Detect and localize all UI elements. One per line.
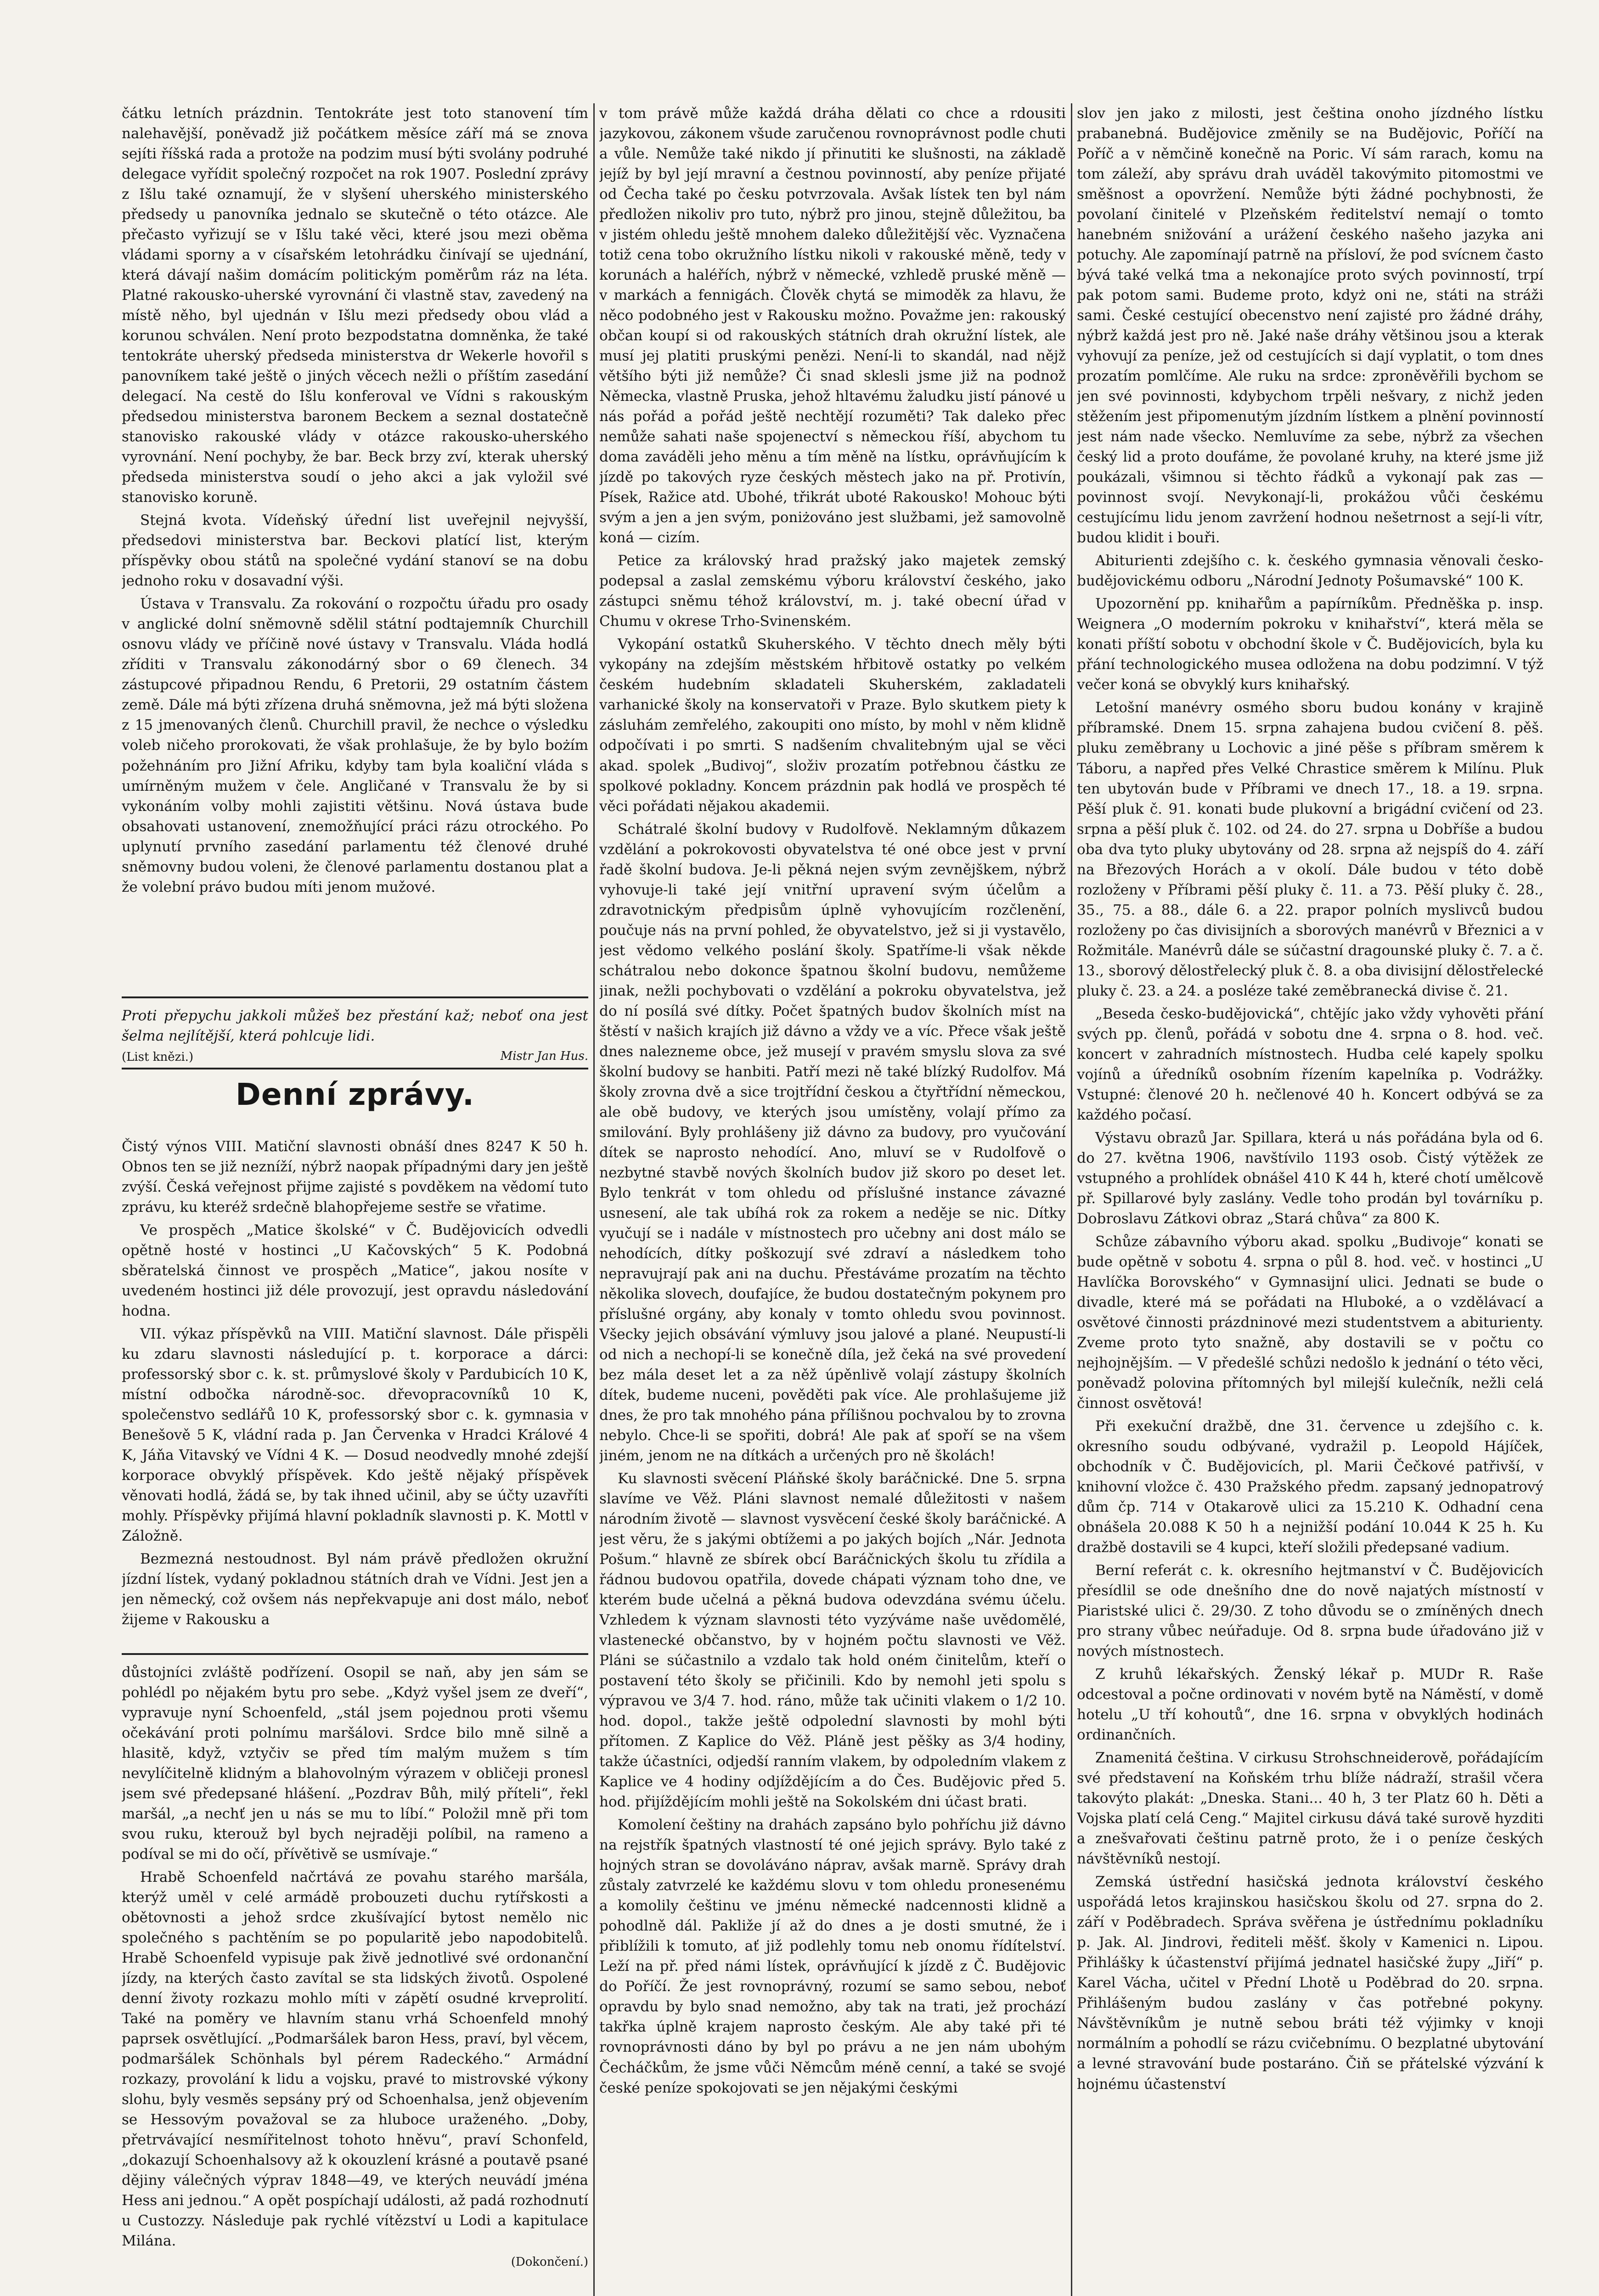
article-paragraph: slov jen jako z milosti, jest čeština onoho jízdného lístku prabanebná. Budějovice změnily se na Budějovic, Poříčí na Poříč a v němčině konečně na Poric. Ví sám rarach, komu na tom záleží, aby správu drah uváděl takovýmito pitomostmi ve směšnost a opovržení. Nemůže býti žádné pochybnosti, že povolaní činitelé v Plzeňském ředitelství nemají o tomto hanebném snižování a urážení českého našeho jazyka ani potuchy. Ale zapomínají patrně na přísloví, že pod svícnem často bývá také velká tma a nekonajíce proto svých povinností, trpí pak potom sami. Budeme proto, kdyż oni ne, státi na stráži sami. České cestující obecenstvo není zajisté pro žádné dráhy, nýbrž každá jest pro ně. Jaké naše dráhy většinou jsou a kterak vyhovují za peníze, jež od cestujících si dají vyplatit, o tom dnes prozatím pomlčíme. Ale ruku na srdce: zproněvěřili bychom se jen své povinnosti, kdybychom trpěli nešvary, z nichž jeden stěžením jest připomenutým jízdním lístkem a plnění povinností jest nám nade všecko. Nemluvíme za sebe, nýbrž za všechen český lid a proto doufáme, že povolané kruhy, na které jsme již poukázali, všimnou si těchto řádků a vykonají pak zas — povinnost svojí. Nevykonají-li, prokážou vůči českému cestujícímu lidu jenom zavržení hodnou nešetrnost a sejí-li vítr, budou klidit i bouři. xyxy=(1077,105,1543,546)
article-paragraph: Petice za královský hrad pražský jako majetek zemský podepsal a zaslal zemskému výboru království českého, jako zástupci sněmu téhož království, m. j. také obecní úřad v Chumu v okrese Trho-Svinenském. xyxy=(599,552,1066,630)
motto-block xyxy=(122,1006,588,1065)
motto-source: (List knězi.) xyxy=(122,1050,194,1064)
article-paragraph: v tom právě může každá dráha dělati co chce a rdousiti jazykovou, zákonem všude zaručenou rovnoprávnost podle chuti a vůle. Nemůže také nikdo jí přinutiti ke slušnosti, na základě jejíž by byl její mravní a čestnou povinností, aby peníze přijaté od Čecha také po česku potvrzovala. Avšak lístek ten byl nám předložen nikoliv pro tuto, nýbrž pro jinou, stejně důležitou, ba v jistém ohledu ještě mnohem daleko důležitější věc. Vyznačena totiž cena tobo okružního lístku nikoli v rakouské měně, tedy v korunách a haléřích, nýbrž v německé, vzhledě pruské měně — v markách a fennigách. Člověk chytá se mimoděk za hlavu, že něco podobného jest v Rakousku možno. Považme jen: rakouský občan koupí si od rakouských státních drah okružní lístek, ale musí jej platiti pruskými penězi. Není-li to skandál, nad nějž většího býti již nemůže? Či snad sklesli jsme již na podnož Německa, vlastně Pruska, jehož hltavému žaludku jistí pánové u nás pořád a pořád ještě nechtějí rozuměti? Tak daleko přec nemůže sahati naše spojenectví s německou říší, abychom tu doma zaváděli jeho měnu a tím měně na lístku, oprávňujícím k jízdě po takových ryze českých městech jako na př. Protivín, Písek, Ražice atd. Ubohé, třikrát uboté Rakousko! Mohouc býti svým a jen a jen svým, poniżováno jest službami, jež samovolně koná — cizím. xyxy=(599,105,1066,546)
article-paragraph: VII. výkaz příspěvků na VIII. Matiční slavnost. Dále přispěli ku zdaru slavnosti následující p. t. korporace a dárci: professorský sbor c. k. st. průmyslové školy v Pardubicích 10 K, místní odbočka národně-soc. dřevopracovníků 10 K, společenstvo sedlářů 10 K, professorský sbor c. k. gymnasia v Benešově 5 K, vládní rada p. Jan Červenka v Hradci Králové 4 K, Jáňa Vitavský ve Vídni 4 K. — Dosud neodvedly mnohé zdejší korporace obvyklý příspěvek. Kdo ještě nějaký příspěvek věnovati hodlá, žádá se, by tak ihned učinil, aby se účty uzavříti mohly. Příspěvky přijímá hlavní pokladník slavnosti p. K. Mottl v Záložně. xyxy=(122,1326,588,1545)
column-2 xyxy=(599,103,1066,2296)
article-paragraph: Letošní manévry osmého sboru budou konány v krajině příbramské. Dnem 15. srpna zahajena budou cvičení 8. pěš. pluku zeměbrany u Lochovic a jiné pěše s příbram směrem k Táboru, a napřed přes Velké Chrastice směrem k Milínu. Pluk ten ubytován bude v Příbrami ve dnech 17., 18. a 19. srpna. Pěší pluk č. 91. konati bude plukovní a brigádní cvičení od 23. srpna a pěší pluk č. 102. od 24. do 27. srpna u Dobříše a budou oba dva tyto pluky ubytovány od 28. srpna až nejspíš do 4. září na Březových Horách a v okolí. Dále budou v této době rozloženy v Příbrami pěší pluky č. 11. a 73. Pěší pluky č. 28., 35., 75. a 88., dále 6. a 22. prapor polních myslivců budou rozloženy po čas divisijních a sborových manévrů v Březnici a v Rožmitále. Manévrů dále se súčastní dragounské pluky č. 7. a č. 13., sborový dělostřelecký pluk č. 8. a oba divisijní dělostřelecké pluky č. 23. a 24. a posléze také zeměbranecká divise č. 21. xyxy=(1077,699,1543,999)
article-paragraph: Schátralé školní budovy v Rudolfově. Neklamným důkazem vzdělání a pokrokovosti obyvatelstva té oné obce jest v první řadě školní budova. Je-li pěkná nejen svým zevnějškem, nýbrž vyhovuje-li také její vnitřní upravení svým účelům a zdravotnickým předpisům úplně vyhovujícím rozčlenění, poučuje nás na první pohled, že obyvatelstvo, jež si ji vystavělo, jest vědomo velkého poslání školy. Spatříme-li však někde schátralou nebo dokonce špatnou školní budovu, nemůžeme jinak, nežli pochybovati o vzdělání a pokroku obyvatelstva, jež do ní posílá své dítky. Počet špatných budov školních míst na štěstí v našich krajích již dávno a vždy ve a víc. Přece však ještě dnes nalezneme obce, jež musejí v pravém smyslu slova za své školní budovy se hanbiti. Patří mezi ně také blízký Rudolfov. Má školy zrovna dvě a sice trojtřídní českou a čtyřtřídní německou, ale obě budovy, ve kterých jsou umístěny, volají přímo za smilování. Byly prohlášeny již dávno za budovy, pro vyučování dítek se naprosto nehodící. Ano, mluví se v Rudolfově o nezbytné stavbě nových školních budov již skoro po deset let. Bylo tenkrát v tom ohledu od příslušné instance závazné usnesení, ale tak ubíhá rok za rokem a neděje se nic. Dítky vyučují se i nadále v místnostech pro učebny ani dost málo se nehodících, dítky poškozují své zdraví a následkem toho nepravujrají pak ani na duchu. Přestáváme prozatím na těchto několika slovech, doufajíce, že budou dostatečným pokynem pro příslušné orgány, aby konaly v tomto ohledu svou povinnost. Všecky jejich obsávání výmluvy jsou jalové a plané. Neupustí-li od nich a nechopí-li se konečně díla, jež čeká na své provedení bez mála deset let a za něž úpěnlivě volají zástupy školních dítek, budeme nuceni, pověděti pak více. Ale prohlašujeme již dnes, že pro tak mnohého pána přílišnou pochvalou by to zrovna nebylo. Chce-li se spořiti, dobrá! Ale pak ať spoří se na všem jiném, jenom ne na dítkách a určených pro ně školách! xyxy=(599,821,1066,1464)
article-paragraph: Znamenitá čeština. V cirkusu Strohschneiderově, pořádajícím své představení na Koňském trhu blíže nádraží, strašil včera takovýto plakát: „Dneska. Stani... 40 h, 3 ter Platz 60 h. Děti a Vojska platí celá Ceng.“ Majitel cirkusu dává také surově hyzditi a znešvařovati češtinu patrně proto, že i o peníze českých návštěvníků nestojí. xyxy=(1077,1750,1543,1868)
article-paragraph: Komolení češtiny na drahách zapsáno bylo pohříchu již dávno na rejstřík špatných vlastností té oné jejich správy. Bylo také z hojných stran se dovoláváno náprav, avšak marně. Správy drah zůstaly zatvrzelé ke každému slovu v tom ohledu pronesenému a komolily češtinu ve jménu německé nadcennosti klidně a pohodlně dál. Pakliže jí až do dnes a je dosti smutné, že i přiblížili k tomuto, ať již podlehly tomu neb onomu řídítelství. Leží na př. před námi lístek, oprávňující k jízdě z Č. Budějovic do Poříčí. Že jest rovnoprávný, rozumí se samo sebou, neboť opravdu by bylo snad nemožno, aby tak na trati, jež prochází takřka úplně krajem naprosto českým. Ale aby také při té rovnoprávnosti dáno by byl po právu a ne jen nám ubohým Čecháčkům, že jsme vůči Němcům méně cenní, a také se svojé české peníze spokojovati se jen nějakými českými xyxy=(599,1817,1066,2096)
article-paragraph: Upozornění pp. knihařům a papírníkům. Předněška p. insp. Weignera „O moderním pokroku v knihařství“, která měla se konati příští sobotu v obchodní škole v Č. Budějovicích, byla ku přání technologického musea odložena na dobu podzimní. V týž večer koná se obvyklý kurs knihařský. xyxy=(1077,596,1543,693)
feuilleton-paragraph: důstojníci zvláště podřízení. Osopil se naň, aby jen sám se pohlédl po nějakém bytu pro sebe. „Kdyż vyšel jsem ze dveří“, vypravuje nyní Schoenfeld, „stál jsem pojednou proti všemu očekávání proti polnímu maršálovi. Srdce bilo mně silně a hlasitě, když, vztyčiv se před tím malým mužem s tím nevylíčitelně klidným a blahovolným výrazem v obličeji pronesl jsem své předepsané hlášení. „Pozdrav Bůh, milý příteli“, řekl maršál, „a nechť jen u nás se mu to líbí.“ Položil mně při tom svou ruku, kterouž byl bych nejraději políbil, na rameno a podíval se mi do očí, přívětivě se usmívaje.“ xyxy=(122,1664,588,1863)
column-3 xyxy=(1077,103,1543,2296)
article-paragraph: Bezmezná nestoudnost. Byl nám právě předložen okružní jízdní lístek, vydaný pokladnou státních drah ve Vídni. Jest jen a jen německý, což ovšem nás nepřekvapuje ani dost málo, neboť žijeme v Rakousku a xyxy=(122,1551,588,1628)
feuilleton-divider xyxy=(122,1653,588,1655)
continued-note: (Dokončení.) xyxy=(511,2255,588,2269)
article-paragraph: Čistý výnos VIII. Matiční slavnosti obnáší dnes 8247 K 50 h. Obnos ten se již nezníží, nýbrž naopak případnými dary jen ještě zvýší. Česká veřejnost přijme zajisté s povděkem na vědomí tuto zprávu, ku kteréž srdečně blahopřejeme sestře se vřatime. xyxy=(122,1138,588,1216)
divider xyxy=(122,1068,588,1069)
column-rule xyxy=(1071,103,1072,2296)
article-paragraph: Z kruhů lékařských. Ženský lékař p. MUDr R. Raše odcestoval a počne ordinovati v novém bytě na Náměstí, v domě hotelu „U tří kohoutů“, dne 16. srpna v obvyklých hodinách ordinančních. xyxy=(1077,1666,1543,1744)
article-paragraph: Při exekuční dražbě, dne 31. července u zdejšího c. k. okresního soudu odbývané, vydražil p. Leopold Hájíček, obchodník v Č. Budějovicích, pl. Marii Čečkové patřivší, v knihovní vložce č. 430 Pražského předm. zapsaný jednopatrový dům čp. 714 v Otakarově ulici za 15.210 K. Odhadní cena obnášela 20.088 K 50 h a nejnižší podání 10.044 K 25 h. Ku dražbě dostavili se 4 kupci, kteří složili předepsané vadium. xyxy=(1077,1418,1543,1556)
motto-author: Mistr Jan Hus. xyxy=(500,1049,588,1064)
article-paragraph: Stejná kvota. Vídeňský úřední list uveřejnil nejvyšší, předsedovi ministerstva bar. Beckovi platící list, kterým příspěvky obou států na společné vydání stanoví se na dobu jednoho roku v dosavadní výši. xyxy=(122,512,588,590)
article-paragraph: Zemská ústřední hasičská jednota království českého uspořádá letos krajinskou hasičskou školu od 27. srpna do 2. září v Poděbradech. Správa svěřena je ústřednímu pokladníku p. Jak. Al. Jindrovi, řediteli měšť. školy v Kamenici n. Lipou. Přihlášky k účastenství přijímá jednatel hasičské župy „Jiří“ p. Karel Vácha, učitel v Přední Lhotě u Poděbrad do 20. srpna. Přihlášeným budou zaslány v čas potřebné pokyny. Návštěvníkům je nutně sebou bráti též výjimky v knoji normálním a pohodlí se rázu cvičebnímu. O bezplatné ubytování a levné stravování bude postaráno. Čiň se přátelské výzvání k hojnému účastenství xyxy=(1077,1874,1543,2093)
feuilleton xyxy=(122,1662,588,2296)
article-paragraph: Abiturienti zdejšího c. k. českého gymnasia věnovali česko-budějovickému odboru „Národní Jednoty Pošumavské“ 100 K. xyxy=(1077,552,1543,590)
section-heading: Denní zprávy. xyxy=(236,1077,474,1112)
divider xyxy=(122,996,588,998)
article-paragraph: „Beseda česko-budějovická“, chtějíc jako vždy vyhověti přání svých pp. členů, pořádá v sobotu dne 4. srpna o 8. hod. več. koncert v zahradních místnostech. Hudba celé kapely spolku vojínů a úředníků osobním řízením kapelníka p. Vodrážky. Vstupné: členové 20 h. nečlenové 40 h. Koncert odbývá se za každého počasí. xyxy=(1077,1005,1543,1123)
article-paragraph: čátku letních prázdnin. Tentokráte jest toto stanovení tím nalehavější, poněvadž již počátkem měsíce září má se znova sejíti říšská rada a protože na podzim musí býti svolány podruhé delegace vyřídit společný rozpočet na rok 1907. Poslední zprávy z Išlu také oznamují, že v slyšení uherského ministerského předsedy u panovníka jednalo se skutečně o této otázce. Ale přečasto vyřizují se v Išlu také věci, které jsou mezi oběma vládami sporny a v císařském letohrádku činívají se ujednání, která dávají našim domácím politickým poměrům ráz na léta. Platné rakousko-uherské vyrovnání či vlastně stav, zavedený na místě něho, byl ujednán v Išlu mezi předsedy obou vlád a korunou schválen. Není proto bezpodstatna domněnka, že také tentokráte uherský předseda ministerstva dr Wekerle hovořil s panovníkem také ještě o jiných věcech nežli o příštím zasedání delegací. Na cestě do Išlu konferoval ve Vídni s rakouským předsedou ministerstva baronem Beckem a seznal dostatečně stanovisko rakouské vlády v otázce rakousko-uherského vyrovnání. Není pochyby, že bar. Beck brzy zví, kterak uherský předseda ministerstva soudí o jeho akci a jak vyložil své stanovisko koruně. xyxy=(122,105,588,506)
article-paragraph: Schůze zábavního výboru akad. spolku „Budivoje“ konati se bude opětně v sobotu 4. srpna o půl 8. hod. več. v hostinci „U Havlíčka Borovského“ v Gymnasijní ulici. Jednati se bude o divadle, které má se pořádati na Hluboké, a o vzdělávací a osvětové činnosti prázdninové mezi studentstvem a abiturienty. Zveme proto tyto snažně, aby dostavili se v počtu co nejhojnějším. — V předešlé schůzi nedošlo k jednání o této věci, poněvadž polovina přítomných byl milejší kulečník, nežli celá činnost osvětová! xyxy=(1077,1233,1543,1412)
article-paragraph: Vykopání ostatků Skuherského. V těchto dnech měly býti vykopány na zdejším městském hřbitově ostatky po velkém českém hudebním skladateli Skuherském, zakladateli varhanické školy na konservatoři v Praze. Bylo skutkem piety k zásluhám zemřelého, zakoupiti ono místo, by mohl v něm klidně odpočívati i po smrti. S nadšením chvalitebným ujal se věci akad. spolek „Budivoj“, složiv prozatím potřebnou částku ze spolkové pokladny. Koncem prázdnin pak hodlá ve prospěch té věci pořádati nějakou akademii. xyxy=(599,636,1066,815)
motto-text: Proti přepychu jakkoli můžeš bez přestání kaž; neboť ona jest šelma nejlítější, která pohlcuje lidi. xyxy=(122,1007,588,1045)
article-paragraph: Berní referát c. k. okresního hejtmanství v Č. Budějovicích přesídlil se ode dnešního dne do nově najatých místností v Piaristské ulici č. 29/30. Z toho důvodu se o zmíněných dnech pro strany vůbec neúřaduje. Od 8. srpna bude úřadováno již v nových místnostech. xyxy=(1077,1562,1543,1660)
column-rule xyxy=(593,103,595,2296)
article-paragraph: Výstavu obrazů Jar. Spillara, která u nás pořádána byla od 6. do 27. května 1906, navštívilo 1193 osob. Čistý výtěžek ze vstupného a prohlídek obnášel 410 K 44 h, které chotí umělcově př. Spillarové byly zaslány. Vedle toho prodán byl továrníku p. Dobroslavu Zátkovi obraz „Stará chůva“ za 800 K. xyxy=(1077,1129,1543,1227)
column-1-upper xyxy=(122,103,588,1104)
article-paragraph: Ústava v Transvalu. Za rokování o rozpočtu úřadu pro osady v anglické dolní sněmovně sdělil státní podtajemník Churchill osnovu vlády ve příčině nové ústavy v Transvalu. Vláda hodlá zříditi v Transvalu zákonodárný sbor o 69 členech. 34 zástupcové připadnou Rendu, 6 Pretorii, 29 ostatním částem země. Dále má býti zřízena druhá sněmovna, jež má býti složena z 15 jmenovaných členů. Churchill pravil, že nechce o výsledku voleb ničeho prorokovati, že však prohlašuje, že by bylo bożím požehnáním pro Jižní Afriku, kdyby tam byla koaliční vláda s umírněným mužem v čele. Angličané v Transvalu že by si vykonáním volby mohli zajistiti většinu. Nová ústava bude obsahovati ustanovení, znemožňující práci rázu otrockého. Po uplynutí prvního zasedání parlamentu též členové druhé sněmovny budou voleni, že členové parlamentu dostanou plat a že volební právo budou míti jenom mužové. xyxy=(122,596,588,895)
feuilleton-paragraph: Hrabě Schoenfeld načrtává ze povahu starého maršála, kterýž uměl v celé armádě probouzeti duchu rytířskosti a obětovnosti a jehož srdce zkušívající bytost nemělo nic společného s pachtěním se po popularitě jebo napodobitelů. Hrabě Schoenfeld vypisuje pak živě jednotlivé své ordonanční jízdy, na kterých často zavítal se sta lidských životů. Ospolené denní životy rozkazu mohlo míti v zápětí osudné krveprolití. Také na poměry ve hlavním stanu vrhá Schoenfeld mnohý paprsek osvětlující. „Podmaršálek baron Hess, praví, byl věcem, podmaršálek Schönhals byl pérem Radeckého.“ Armádní rozkazy, provolání k lidu a vojsku, pravé to mistrovské výkony slohu, byly vesměs sepsány prý od Schoenhalsa, jenž objevením se Hessovým považoval se za hluboce uraženého. „Doby, přetrvávající nesmířitelnost tohoto hněvu“, praví Schonfeld, „dokazují Schoenhalsovy až k okouzlení krásné a poutavě psané dějiny válečných výprav 1848—49, ve kterých neuvádí jména Hess ani jednou.“ A opět pospíchají události, až padá rozhodnutí u Custozzy. Následuje pak rychlé vítězství u Lodi a kapitulace Milána. xyxy=(122,1869,588,2250)
article-paragraph: Ku slavnosti svěcení Pláňské školy baráčnické. Dne 5. srpna slavíme ve Věž. Pláni slavnost nemalé důležitosti v našem národním životě — slavnost vysvěcení české školy baráčnické. A jest věru, že s jakými obtížemi a po jakých bojích „Nár. Jednota Pošum.“ hlavně ze sbírek obcí Baráčnických školu tu zřídila a řádnou budovou opatřila, dovede chápati význam toho dne, ve kterém bude učelná a pěkná budova odevzdána svému účelu. Vzhledem k význam slavnosti této vyzýváme naše uvědomělé, vlastenecké občanstvo, by v hojném počtu slavnosti ve Věž. Pláni se súčastnilo a vzdalo tak hold oném činitelům, kteří o postavení této školy se přičinili. Kdo by nemohl jeti spolu s výpravou ve 3/4 7. hod. ráno, může tak učiniti vlakem o 1/2 10. hod. dopol., takže ještě odpolední slavnosti by mohl býti přítomen. Z Kaplice do Věž. Pláně jest pěšky as 3/4 hodiny, takže účastníci, odjedší ranním vlakem, by odpoledním vlakem z Kaplice ve 4 hodiny odjíždějícím a do Čes. Budějovic před 5. hod. přijíždějícím mohli ještě na Sokolském dni účast brati. xyxy=(599,1470,1066,1811)
article-paragraph: Ve prospěch „Matice školské“ v Č. Budějovicích odvedli opětně hosté v hostinci „U Kačovských“ 5 K. Podobná sběratelská činnost ve prospěch „Matice“, jakou nosíte v uvedeném hostinci již déle provozují, jest opravdu následování hodna. xyxy=(122,1222,588,1320)
